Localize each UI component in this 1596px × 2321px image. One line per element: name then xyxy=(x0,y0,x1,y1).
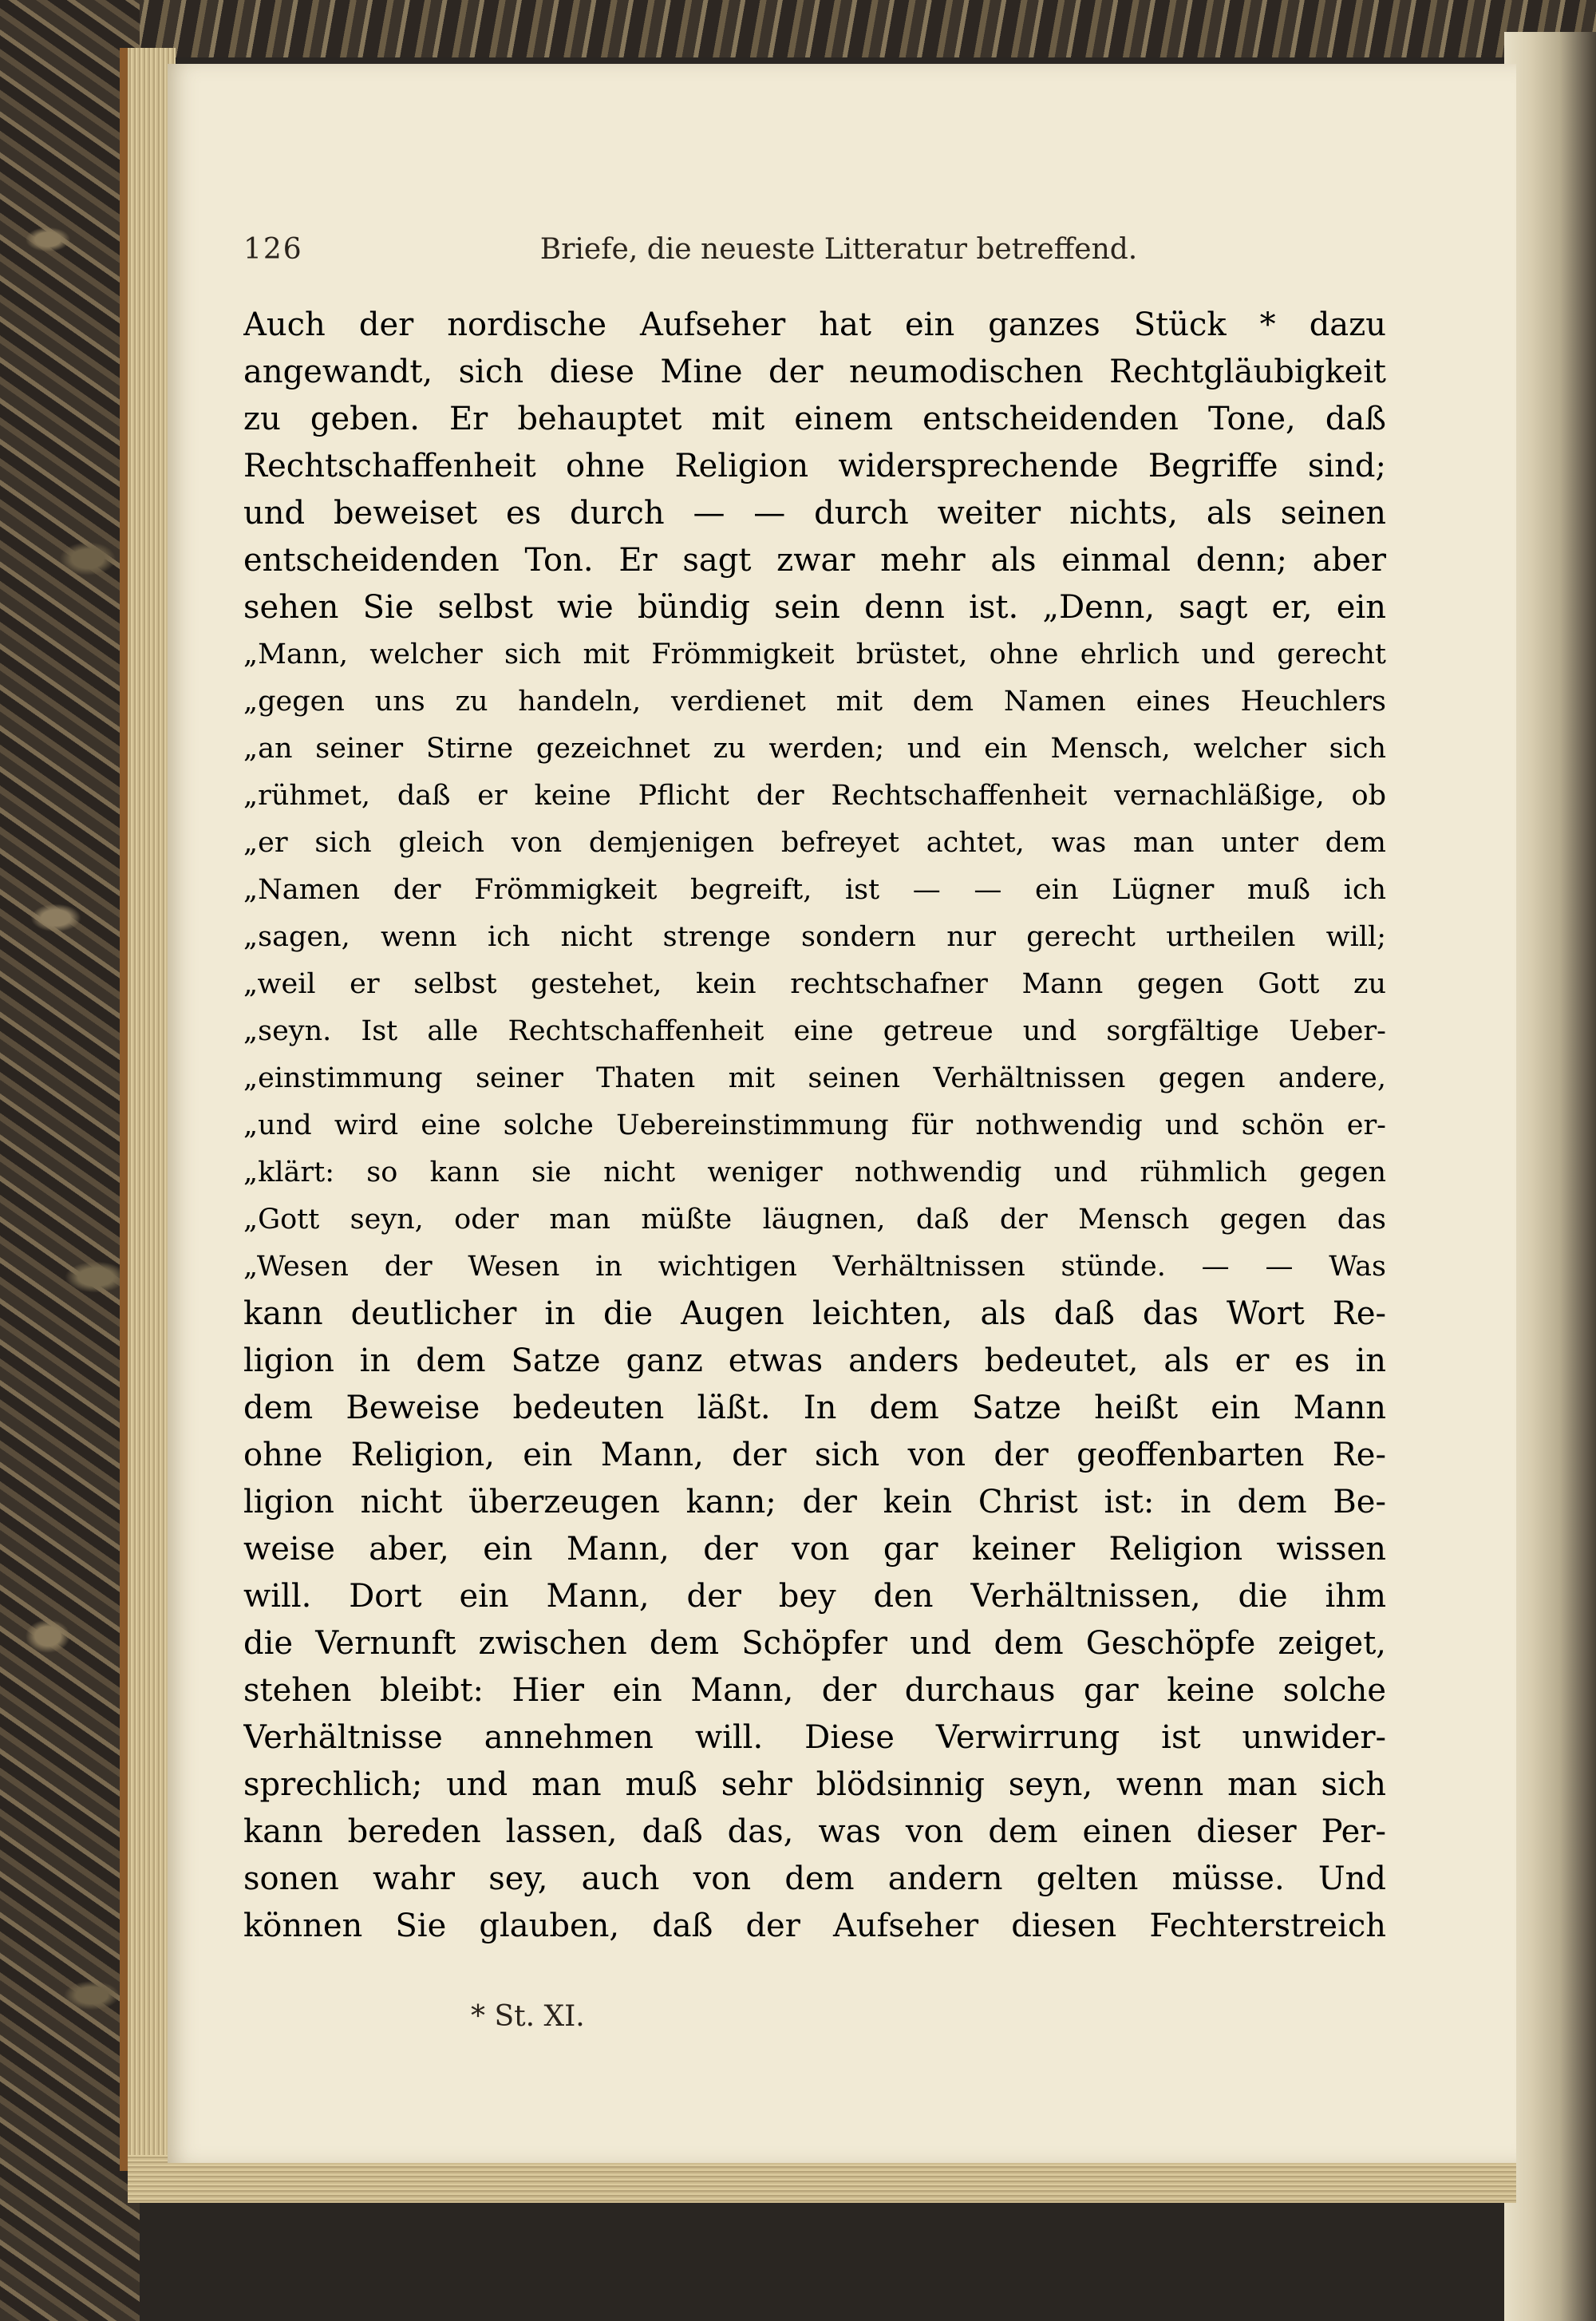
text-line: stehen bleibt: Hier ein Mann, der durchaus gar keine solche xyxy=(243,1672,1386,1709)
quote-line: „Mann, welcher sich mit Frömmigkeit brüstet, ohne ehrlich und gerecht xyxy=(243,639,1386,670)
footnote: * St. XI. xyxy=(471,2000,585,2033)
book-cover-top xyxy=(0,0,1596,57)
text-line: weise aber, ein Mann, der von gar keiner Religion wissen xyxy=(243,1531,1386,1568)
quote-line: „seyn. Ist alle Rechtschaffenheit eine getreue und sorgfältige Ueber- xyxy=(243,1015,1386,1047)
quote-line: „Wesen der Wesen in wichtigen Verhältnissen stünde. — — Was xyxy=(243,1251,1386,1283)
text-line: zu geben. Er behauptet mit einem entscheidenden Tone, daß xyxy=(243,401,1386,437)
text-line: Auch der nordische Aufseher hat ein ganzes Stück * dazu xyxy=(243,306,1386,343)
quote-line: „weil er selbst gestehet, kein rechtschafner Mann gegen Gott zu xyxy=(243,968,1386,1000)
text-line: Verhältnisse annehmen will. Diese Verwirrung ist unwider- xyxy=(243,1719,1386,1756)
quote-line: „rühmet, daß er keine Pflicht der Rechtschaffenheit vernachläßige, ob xyxy=(243,780,1386,812)
text-line: die Vernunft zwischen dem Schöpfer und dem Geschöpfe zeiget, xyxy=(243,1625,1386,1662)
text-line: dem Beweise bedeuten läßt. In dem Satze heißt ein Mann xyxy=(243,1390,1386,1426)
page-header xyxy=(243,233,1386,273)
text-line: und beweiset es durch — — durch weiter nichts, als seinen xyxy=(243,495,1386,532)
text-line: können Sie glauben, daß der Aufseher diesen Fechterstreich xyxy=(243,1908,1386,1944)
quote-line: „Namen der Frömmigkeit begreift, ist — — ein Lügner muß ich xyxy=(243,874,1386,906)
text-line: will. Dort ein Mann, der bey den Verhältnissen, die ihm xyxy=(243,1578,1386,1615)
running-head: Briefe, die neueste Litteratur betreffend. xyxy=(539,233,1138,266)
quote-line: „gegen uns zu handeln, verdienet mit dem Namen eines Heuchlers xyxy=(243,686,1386,718)
text-line: entscheidenden Ton. Er sagt zwar mehr als einmal denn; aber xyxy=(243,542,1386,579)
text-line: ligion in dem Satze ganz etwas anders bedeutet, als er es in xyxy=(243,1342,1386,1379)
page-number: 126 xyxy=(243,233,303,266)
quote-line: „Gott seyn, oder man müßte läugnen, daß der Mensch gegen das xyxy=(243,1204,1386,1236)
text-line: Rechtschaffenheit ohne Religion widersprechende Begriffe sind; xyxy=(243,448,1386,484)
quote-line: „und wird eine solche Uebereinstimmung für nothwendig und schön er- xyxy=(243,1109,1386,1141)
text-line: kann bereden lassen, daß das, was von dem einen dieser Per- xyxy=(243,1813,1386,1850)
body-text xyxy=(243,302,1386,1950)
facing-page-edge xyxy=(1504,32,1596,2321)
quote-line: „an seiner Stirne gezeichnet zu werden; und ein Mensch, welcher sich xyxy=(243,733,1386,765)
text-line: sehen Sie selbst wie bündig sein denn ist. „Denn, sagt er, ein xyxy=(243,589,1386,626)
quote-line: „er sich gleich von demjenigen befreyet achtet, was man unter dem xyxy=(243,827,1386,859)
text-line: kann deutlicher in die Augen leichten, als daß das Wort Re- xyxy=(243,1295,1386,1332)
quote-line: „klärt: so kann sie nicht weniger nothwendig und rühmlich gegen xyxy=(243,1157,1386,1188)
text-line: sonen wahr sey, auch von dem andern gelten müsse. Und xyxy=(243,1860,1386,1897)
quote-line: „sagen, wenn ich nicht strenge sondern nur gerecht urtheilen will; xyxy=(243,921,1386,953)
quote-line: „einstimmung seiner Thaten mit seinen Verhältnissen gegen andere, xyxy=(243,1062,1386,1094)
text-line: sprechlich; und man muß sehr blödsinnig seyn, wenn man sich xyxy=(243,1766,1386,1803)
text-line: angewandt, sich diese Mine der neumodischen Rechtgläubigkeit xyxy=(243,354,1386,390)
text-line: ligion nicht überzeugen kann; der kein Christ ist: in dem Be- xyxy=(243,1484,1386,1520)
marbled-cover-left xyxy=(0,0,140,2321)
text-line: ohne Religion, ein Mann, der sich von der geoffenbarten Re- xyxy=(243,1437,1386,1473)
